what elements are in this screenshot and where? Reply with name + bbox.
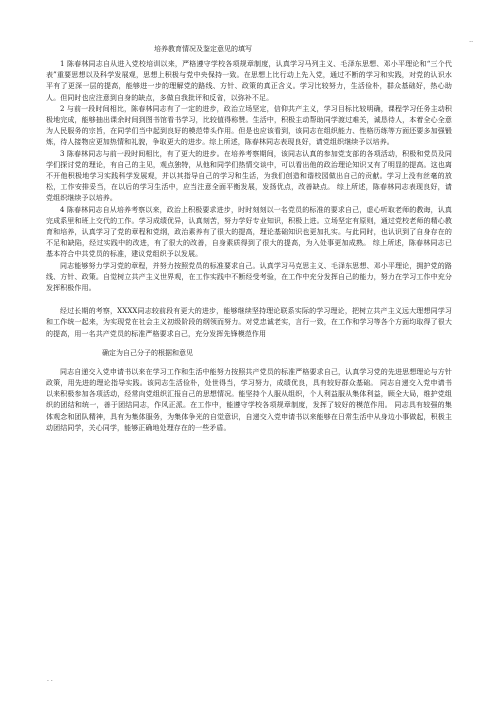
corner-mark-top: .. [469,37,473,44]
paragraph-5: 同志能够努力学习党的章程，并努力按照党员的标准要求自己。认真学习马克思主义、毛泽东思想、邓小平理论，拥护党的路线、方针、政策。自觉树立共产主义世界观，在工作实践中不断经受考验，在工作中充分发挥自己的能力，努力在学习工作中充分发挥积极作用。 [46,261,452,293]
paragraph-4: 4 陈春林同志自从培养考察以来，政治上积极要求进步，时时刻刻以一名党员的标准的要求自己，虚心听取老师的教诲，认真完成系里和班上交代的工作。学习成绩优异，认真刻苦，努力学好专业知识，积极上进。立场坚定有原则，通过党校老师的精心教育和培养，认真学习了党的章程和党纲，政治素养有了很大的提高，理论基础知识也更加扎实。与此同时，也认识到了自身存在的不足和缺陷，经过实践中的改进，有了很大的改善，自身素质得到了很大的提高，为入处事更加成熟。 综上所述，陈春林同志已基本符合中共党员的标准，建议党组织予以发展。 [46,205,452,259]
section-subtitle: 确定为自己分子的根据和意见 [102,348,193,357]
paragraph-3: 3 陈春林同志与前一段时间相比，有了更大的进步。在培养考察期间，该同志认真的参加党支部的各项活动，积极和党员及同学们探讨党的理论，有自己的主见，观点独特，从他和同学们热情交谈中，可以看出他的政治理论知识又有了明显的提高。这也离不开他积极地学习实践科学发展观，并以其指导自己的学习和生活，为我们创造和谐校园做出自己的贡献。学习上没有丝毫的放松，工作安排妥当，在以后的学习生活中，应当注意全面平衡发展，发扬优点，改善缺点。 综上所述，陈春林同志表现良好，请党组织继续予以培养。 [46,149,452,203]
document-title: 培养教育情况及鉴定意见的填写 [154,45,252,53]
paragraph-final: 同志自递交入党申请书以来在学习工作和生活中能努力按照共产党员的标准严格要求自己，认真学习党的先进思想理论与方针政策，用先进的理论指导实践。该同志生活俭朴，处世得当，学习努力，成绩优良，具有较好群众基础。 同志自递交入党申请书以来积极参加各项活动，经常向党组织汇报自己的思想情况。能坚持个人服从组织，个人利益服从集体利益，顾全大局，维护党组织的团结和统一，善于团结同志，作风正派。在工作中，能遵守学校各项规章制度，发挥了较好的模范作用。 同志具有较强的集体观念和团队精神，具有为集体服务，为集体争光的自觉意识，自递交入党申请书以来能够在日常生活中从身边小事做起，积极主动团结同学，关心同学，能够正确地处理存在的一些矛盾。 [46,367,452,432]
paragraph-2: 2 与前一段时间相比，陈春林同志有了一定的进步，政治立场坚定，信仰共产主义，学习目标比较明确，课程学习任务主动积极地完成，能够抽出课余时间到图书馆看书学习，比较值得称赞。生活中，积极主动帮助同学渡过难关，诚恳待人，本着全心全意为人民服务的宗旨，在同学们当中起到良好的模范带头作用。但是也应该看到，该同志在组织能力、性格历练等方面还要多加强锻炼，待人接物应更加热情和礼貌，争取更大的进步。综上所述，陈春林同志表现良好，请党组织继续予以培养。 [46,104,452,147]
corner-mark-bottom: . . [47,676,53,683]
document-page [46,44,452,434]
paragraph-xxxx: 经过长期的考察，XXXX同志较前段有更大的进步，能够继续坚持理论联系实际的学习理论，把树立共产主义远大理想同学习和工作统一起来，为实现党在社会主义初级阶段的纲领而努力。对党忠诚老实，言行一致，在工作和学习等各个方面均取得了很大的提高，用一名共产党员的标准严格要求自己，充分发挥先锋模范作用 [46,307,452,338]
paragraph-1: 1 陈春林同志自从进入党校培训以来，严格遵守学校各项规章制度，认真学习马列主义、毛泽东思想、邓小平理论和“三个代表”重要思想以及科学发展观，思想上积极与党中央保持一致。在思想上比行动上先入党，通过不断的学习和实践，对党的认识水平有了更深一层的提高，能够进一步的理解党的路线、方针、政策的真正含义。学习比较努力，生活俭朴，群众基础好，热心助人。但同时也应注意到自身的缺点，多做自我批评和反省，以弥补不足。 [46,60,452,102]
